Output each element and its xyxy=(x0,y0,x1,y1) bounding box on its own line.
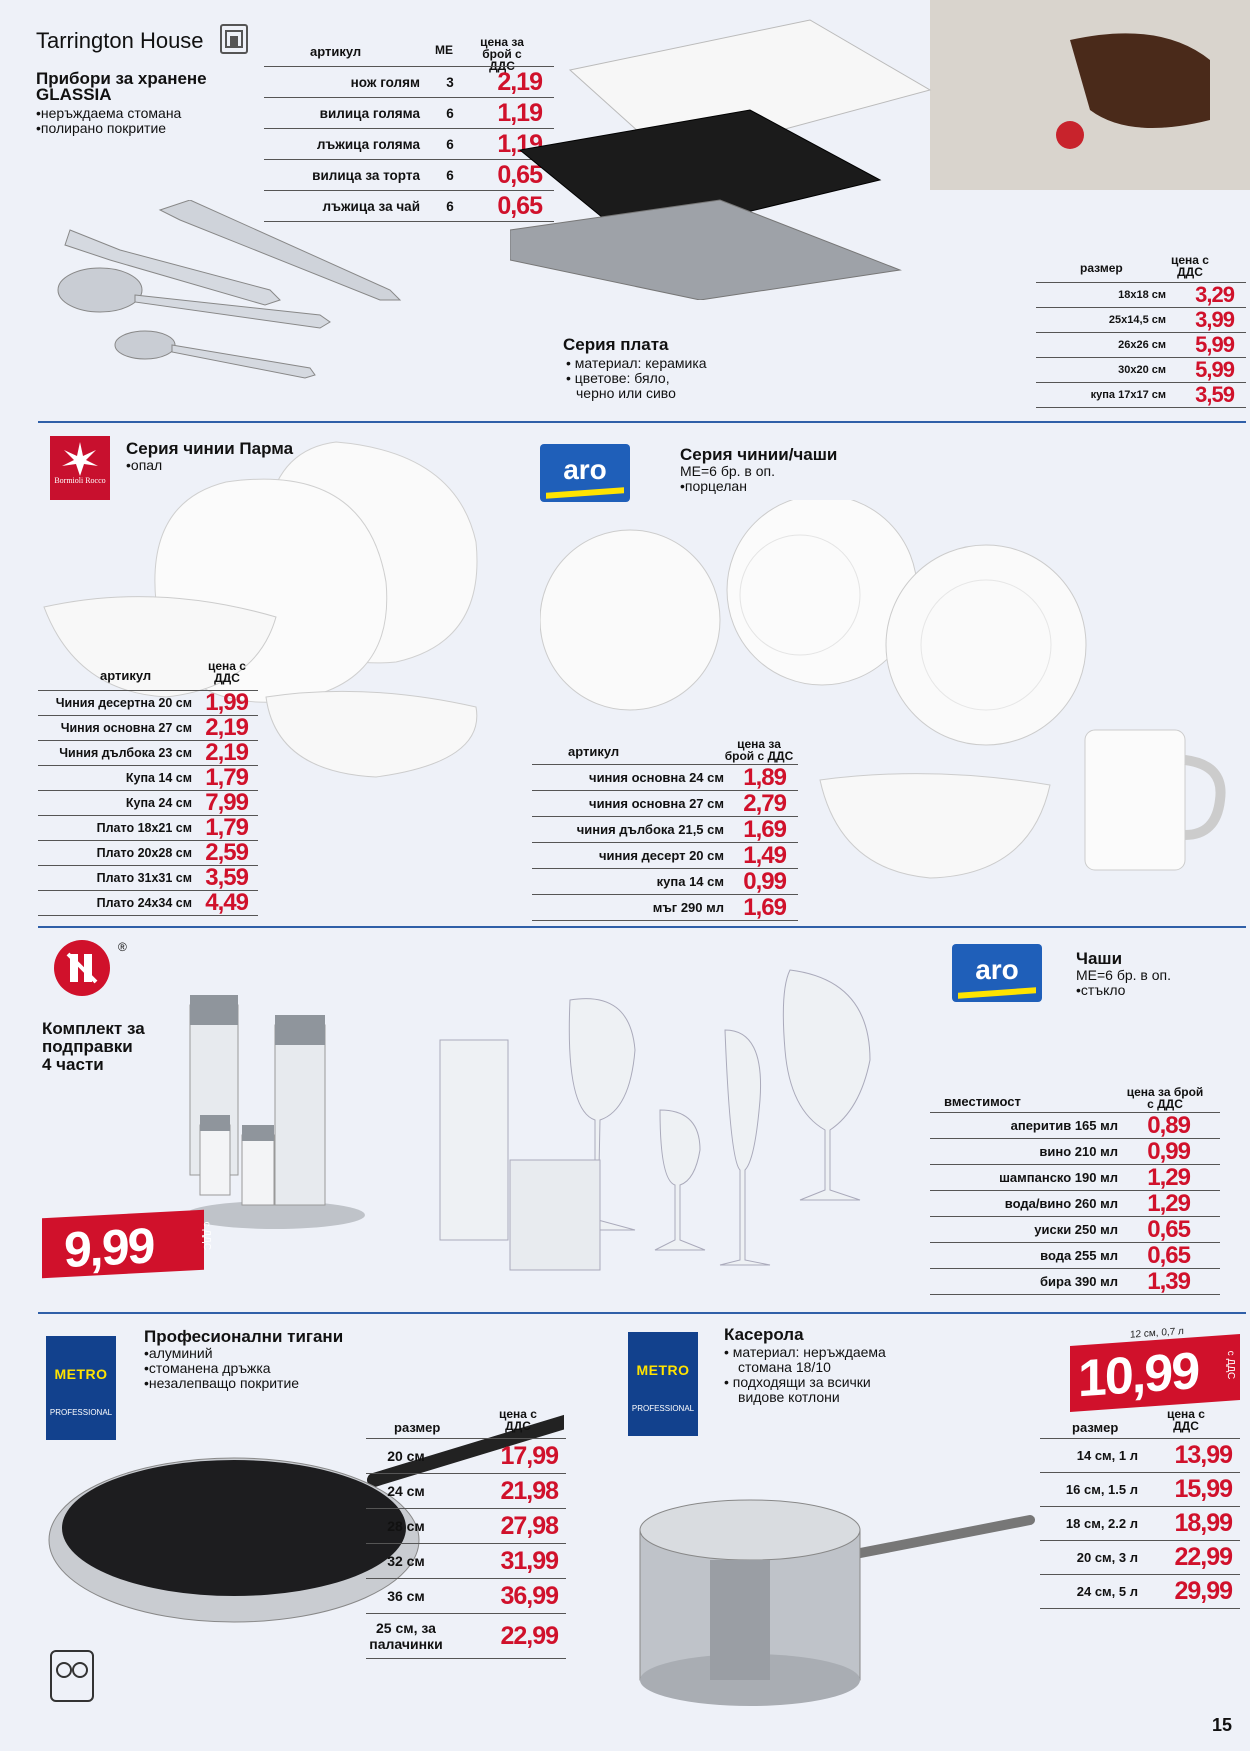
row-name: лъжица за чай xyxy=(322,198,420,214)
pans-feature-3: •незалепващо покритие xyxy=(144,1375,300,1391)
row-unit: 3 xyxy=(446,74,454,90)
pans-header-price: цена с ДДС xyxy=(499,1407,537,1433)
row-name xyxy=(366,1620,446,1652)
platters-header-size: размер xyxy=(1080,261,1123,275)
row-price: 0,99 xyxy=(1147,1137,1190,1165)
pans-feature-1: •алуминий xyxy=(144,1345,213,1361)
row-price: 0,99 xyxy=(743,867,786,895)
aro-logo xyxy=(540,444,630,502)
aro-plates-table xyxy=(532,764,798,921)
spices-price-badge xyxy=(42,1210,212,1279)
row-price: 1,49 xyxy=(743,841,786,869)
table-row xyxy=(532,869,798,895)
glasses-title: Чаши xyxy=(1076,949,1123,968)
row-name: шампанско 190 мл xyxy=(999,1170,1118,1185)
row-name: 24 см xyxy=(387,1483,425,1499)
platters-feature-2: • цветове: бяло, xyxy=(566,370,670,386)
pans-feature-2: •стоманена дръжка xyxy=(144,1360,271,1376)
table-row xyxy=(366,1474,566,1509)
table-row xyxy=(1040,1541,1240,1575)
casserole-feature-3: • подходящи за всички xyxy=(724,1374,871,1390)
table-row xyxy=(366,1438,566,1474)
casserole-table xyxy=(1040,1438,1240,1609)
row-name: 32 см xyxy=(387,1553,425,1569)
row-price: 36,99 xyxy=(500,1581,558,1610)
row-price: 15,99 xyxy=(1174,1475,1232,1503)
row-name: уиски 250 мл xyxy=(1034,1222,1118,1237)
row-unit: 6 xyxy=(446,198,454,214)
casserole-feature-1: • материал: неръждаема xyxy=(724,1344,886,1360)
row-price: 27,98 xyxy=(500,1511,558,1540)
row-name: 20 см xyxy=(387,1448,425,1464)
table-row xyxy=(38,891,258,916)
row-price: 17,99 xyxy=(500,1441,558,1470)
pans-title: Професионални тигани xyxy=(144,1327,344,1346)
glasses-feature-1: МЕ=6 бр. в оп. xyxy=(1076,967,1172,983)
parma-feature-1: •опал xyxy=(126,457,163,473)
row-name: 26x26 см xyxy=(1118,339,1166,351)
row-price: 18,99 xyxy=(1174,1509,1232,1537)
glasses-header-size: вместимост xyxy=(944,1094,1021,1109)
spices-title-1: Комплект за xyxy=(42,1019,145,1038)
platters-table xyxy=(1036,282,1246,408)
row-name: 28 см xyxy=(387,1518,425,1534)
mak-logo xyxy=(54,940,110,996)
cutlery-image xyxy=(40,200,440,390)
row-price: 22,99 xyxy=(1174,1543,1232,1571)
row-name: 36 см xyxy=(387,1588,425,1604)
row-price: 0,65 xyxy=(1147,1241,1190,1269)
row-name: вода/вино 260 мл xyxy=(1004,1196,1118,1211)
table-row xyxy=(930,1269,1220,1295)
platters-feature-3: черно или сиво xyxy=(576,385,676,401)
table-row xyxy=(38,791,258,816)
table-row xyxy=(532,843,798,869)
row-name: 25x14,5 см xyxy=(1108,314,1166,326)
separator-3 xyxy=(38,1312,1246,1314)
table-row xyxy=(1036,358,1246,383)
row-name: чиния основна 24 см xyxy=(589,770,724,785)
row-name: 20 см, 3 л xyxy=(1076,1550,1138,1565)
cutlery-brand: Tarrington House xyxy=(36,28,204,53)
parma-header-item: артикул xyxy=(100,668,152,683)
cutlery-header-item: артикул xyxy=(310,44,362,59)
row-name: чиния десерт 20 см xyxy=(598,848,724,863)
table-row xyxy=(366,1544,566,1579)
row-name: лъжица голяма xyxy=(316,136,420,152)
table-row xyxy=(930,1139,1220,1165)
row-name: 16 см, 1.5 л xyxy=(1065,1482,1138,1497)
aro-glasses-logo xyxy=(952,944,1042,1002)
glasses-header-price: цена за брой с ДДС xyxy=(1126,1085,1204,1111)
registered-icon: ® xyxy=(118,940,127,954)
row-price: 0,89 xyxy=(1147,1111,1190,1139)
induction-icon xyxy=(50,1650,94,1702)
table-row xyxy=(930,1165,1220,1191)
spices-title-3: 4 части xyxy=(42,1055,104,1074)
row-name: вилица за торта xyxy=(312,167,420,183)
row-name: купа 17x17 см xyxy=(1090,389,1166,401)
table-row xyxy=(366,1614,566,1659)
casserole-header-size: размер xyxy=(1072,1420,1119,1435)
table-row xyxy=(1040,1575,1240,1609)
row-name: купа 14 см xyxy=(656,874,724,889)
row-price: 1,29 xyxy=(1147,1189,1190,1217)
row-price: 2,19 xyxy=(205,739,248,766)
casserole-vat: с ДДС xyxy=(1225,1350,1236,1380)
glasses-feature-2: •стъкло xyxy=(1076,982,1126,998)
row-name: Чиния основна 27 см xyxy=(60,721,192,735)
row-price: 1,79 xyxy=(205,764,248,791)
row-price: 0,65 xyxy=(497,160,542,189)
row-price: 3,99 xyxy=(1195,307,1234,332)
table-row xyxy=(38,766,258,791)
row-price: 4,49 xyxy=(205,889,248,916)
table-row xyxy=(366,1509,566,1544)
table-row xyxy=(38,716,258,741)
row-unit: 6 xyxy=(446,136,454,152)
row-price: 1,79 xyxy=(205,814,248,841)
row-price: 31,99 xyxy=(500,1546,558,1575)
row-unit: 6 xyxy=(446,167,454,183)
cutlery-subtitle: GLASSIA xyxy=(36,85,112,104)
parma-title: Серия чинии Парма xyxy=(126,439,294,458)
row-name: Плато 18x21 см xyxy=(96,821,192,835)
table-row xyxy=(930,1112,1220,1139)
row-price: 3,29 xyxy=(1195,282,1234,307)
platters-title: Серия плата xyxy=(563,335,669,354)
row-name: Чиния десертна 20 см xyxy=(55,696,192,710)
row-price: 1,69 xyxy=(743,893,786,921)
table-row xyxy=(38,741,258,766)
table-row xyxy=(930,1243,1220,1269)
row-name: вода 255 мл xyxy=(1040,1248,1118,1263)
table-row xyxy=(38,841,258,866)
spices-price: 9,99 xyxy=(64,1217,154,1279)
pans-table xyxy=(366,1438,566,1659)
platters-header-price: цена с ДДС xyxy=(1171,253,1209,279)
row-price: 1,19 xyxy=(497,98,542,127)
spices-title-2: подправки xyxy=(42,1037,133,1056)
metro-logo-casserole xyxy=(628,1332,698,1436)
table-row xyxy=(1036,308,1246,333)
page-number: 15 xyxy=(1212,1715,1233,1735)
row-price: 1,39 xyxy=(1147,1267,1190,1295)
casserole-promo-note: 12 см, 0,7 л xyxy=(1130,1325,1184,1341)
aro-plates-header-item: артикул xyxy=(568,744,620,759)
row-price: 5,99 xyxy=(1195,332,1234,357)
table-row xyxy=(38,866,258,891)
row-name: Плато 31x31 см xyxy=(96,871,192,885)
row-name: нож голям xyxy=(350,74,420,90)
aro-plates-feature-1: МЕ=6 бр. в оп. xyxy=(680,463,776,479)
row-name: аперитив 165 мл xyxy=(1010,1118,1118,1133)
casserole-price-badge xyxy=(1070,1325,1240,1412)
table-row xyxy=(532,791,798,817)
row-price: 1,69 xyxy=(743,815,786,843)
table-row xyxy=(532,817,798,843)
platters-image xyxy=(510,0,1250,300)
table-row xyxy=(1040,1507,1240,1541)
row-price: 2,19 xyxy=(205,714,248,741)
row-price: 3,59 xyxy=(1195,382,1234,407)
pans-header-size: размер xyxy=(394,1420,441,1435)
table-row xyxy=(38,690,258,716)
spices-vat: с ДДС xyxy=(201,1221,212,1251)
row-price: 0,65 xyxy=(497,191,542,220)
row-name-line-2: палачинки xyxy=(369,1636,443,1652)
table-row xyxy=(1036,333,1246,358)
table-row xyxy=(38,816,258,841)
table-row xyxy=(930,1191,1220,1217)
separator-1 xyxy=(38,421,1246,423)
metro-logo-text: METRO xyxy=(636,1362,690,1378)
cutlery-header-unit: МЕ xyxy=(435,43,453,57)
row-price: 2,59 xyxy=(205,839,248,866)
row-name: вилица голяма xyxy=(319,105,420,121)
row-price: 13,99 xyxy=(1174,1441,1232,1469)
row-price: 22,99 xyxy=(500,1621,558,1650)
row-price: 2,79 xyxy=(743,789,786,817)
row-name: Купа 24 см xyxy=(125,796,192,810)
table-row xyxy=(1040,1473,1240,1507)
table-row xyxy=(1036,383,1246,408)
table-row xyxy=(532,764,798,791)
glasses-image xyxy=(430,960,900,1290)
row-name: бира 390 мл xyxy=(1040,1274,1118,1289)
row-name: 30x20 см xyxy=(1118,364,1166,376)
aro-glasses-logo-text: aro xyxy=(975,954,1019,985)
row-price: 1,29 xyxy=(1147,1163,1190,1191)
table-row xyxy=(1040,1438,1240,1473)
metro-logo-sub: PROFESSIONAL xyxy=(49,1408,113,1417)
parma-table xyxy=(38,690,258,916)
aro-plates-feature-2: •порцелан xyxy=(680,478,747,494)
cutlery-feature-2: •полирано покритие xyxy=(36,120,167,136)
row-name: 14 см, 1 л xyxy=(1076,1448,1138,1463)
casserole-title: Касерола xyxy=(724,1325,804,1344)
aro-logo-text: aro xyxy=(563,454,607,485)
parma-header-price: цена с ДДС xyxy=(208,659,246,685)
row-name: Чиния дълбока 23 см xyxy=(59,746,192,760)
row-price: 3,59 xyxy=(205,864,248,891)
platters-feature-1: • материал: керамика xyxy=(566,355,707,371)
row-price: 1,89 xyxy=(743,763,786,791)
row-price: 21,98 xyxy=(500,1476,558,1505)
row-name: вино 210 мл xyxy=(1039,1144,1118,1159)
glasses-table xyxy=(930,1112,1220,1295)
cutlery-title: Прибори за хранене xyxy=(36,69,207,88)
row-price: 2,19 xyxy=(497,67,542,96)
row-name: Плато 20x28 см xyxy=(96,846,192,860)
row-price: 0,65 xyxy=(1147,1215,1190,1243)
table-row xyxy=(532,895,798,921)
row-price: 1,99 xyxy=(205,689,248,716)
row-name: чиния дълбока 21,5 см xyxy=(576,822,724,837)
row-name-line-1: 25 см, за xyxy=(376,1620,436,1636)
row-name: 18x18 см xyxy=(1118,289,1166,301)
cutlery-feature-1: •неръждаема стомана xyxy=(36,105,182,121)
row-price: 29,99 xyxy=(1174,1577,1232,1605)
row-name: чиния основна 27 см xyxy=(589,796,724,811)
cutlery-brand-icon xyxy=(220,24,248,54)
table-row xyxy=(1036,282,1246,308)
casserole-feature-2: стомана 18/10 xyxy=(738,1359,831,1375)
metro-logo-sub: PROFESSIONAL xyxy=(631,1404,695,1413)
row-name: 24 см, 5 л xyxy=(1076,1584,1138,1599)
row-price: 7,99 xyxy=(205,789,248,816)
separator-2 xyxy=(38,926,1246,928)
metro-logo-text: METRO xyxy=(54,1366,108,1382)
row-name: Купа 14 см xyxy=(125,771,192,785)
row-unit: 6 xyxy=(446,105,454,121)
aro-plates-title: Серия чинии/чаши xyxy=(680,445,838,464)
casserole-promo-price: 10,99 xyxy=(1078,1341,1199,1409)
row-price: 5,99 xyxy=(1195,357,1234,382)
row-price: 1,19 xyxy=(497,129,542,158)
table-row xyxy=(930,1217,1220,1243)
casserole-feature-4: видове котлони xyxy=(738,1389,840,1405)
row-name: Плато 24x34 см xyxy=(96,896,192,910)
aro-plates-header-price: цена за брой с ДДС xyxy=(724,737,794,763)
casserole-image xyxy=(630,1480,1040,1710)
table-row xyxy=(366,1579,566,1614)
casserole-header-price: цена с ДДС xyxy=(1167,1407,1205,1433)
bormioli-logo-text: Bormioli Rocco xyxy=(54,476,106,485)
row-name: 18 см, 2.2 л xyxy=(1065,1516,1138,1531)
row-name: мъг 290 мл xyxy=(652,900,724,915)
cutlery-header-price: цена за брой с ДДС xyxy=(480,35,524,73)
